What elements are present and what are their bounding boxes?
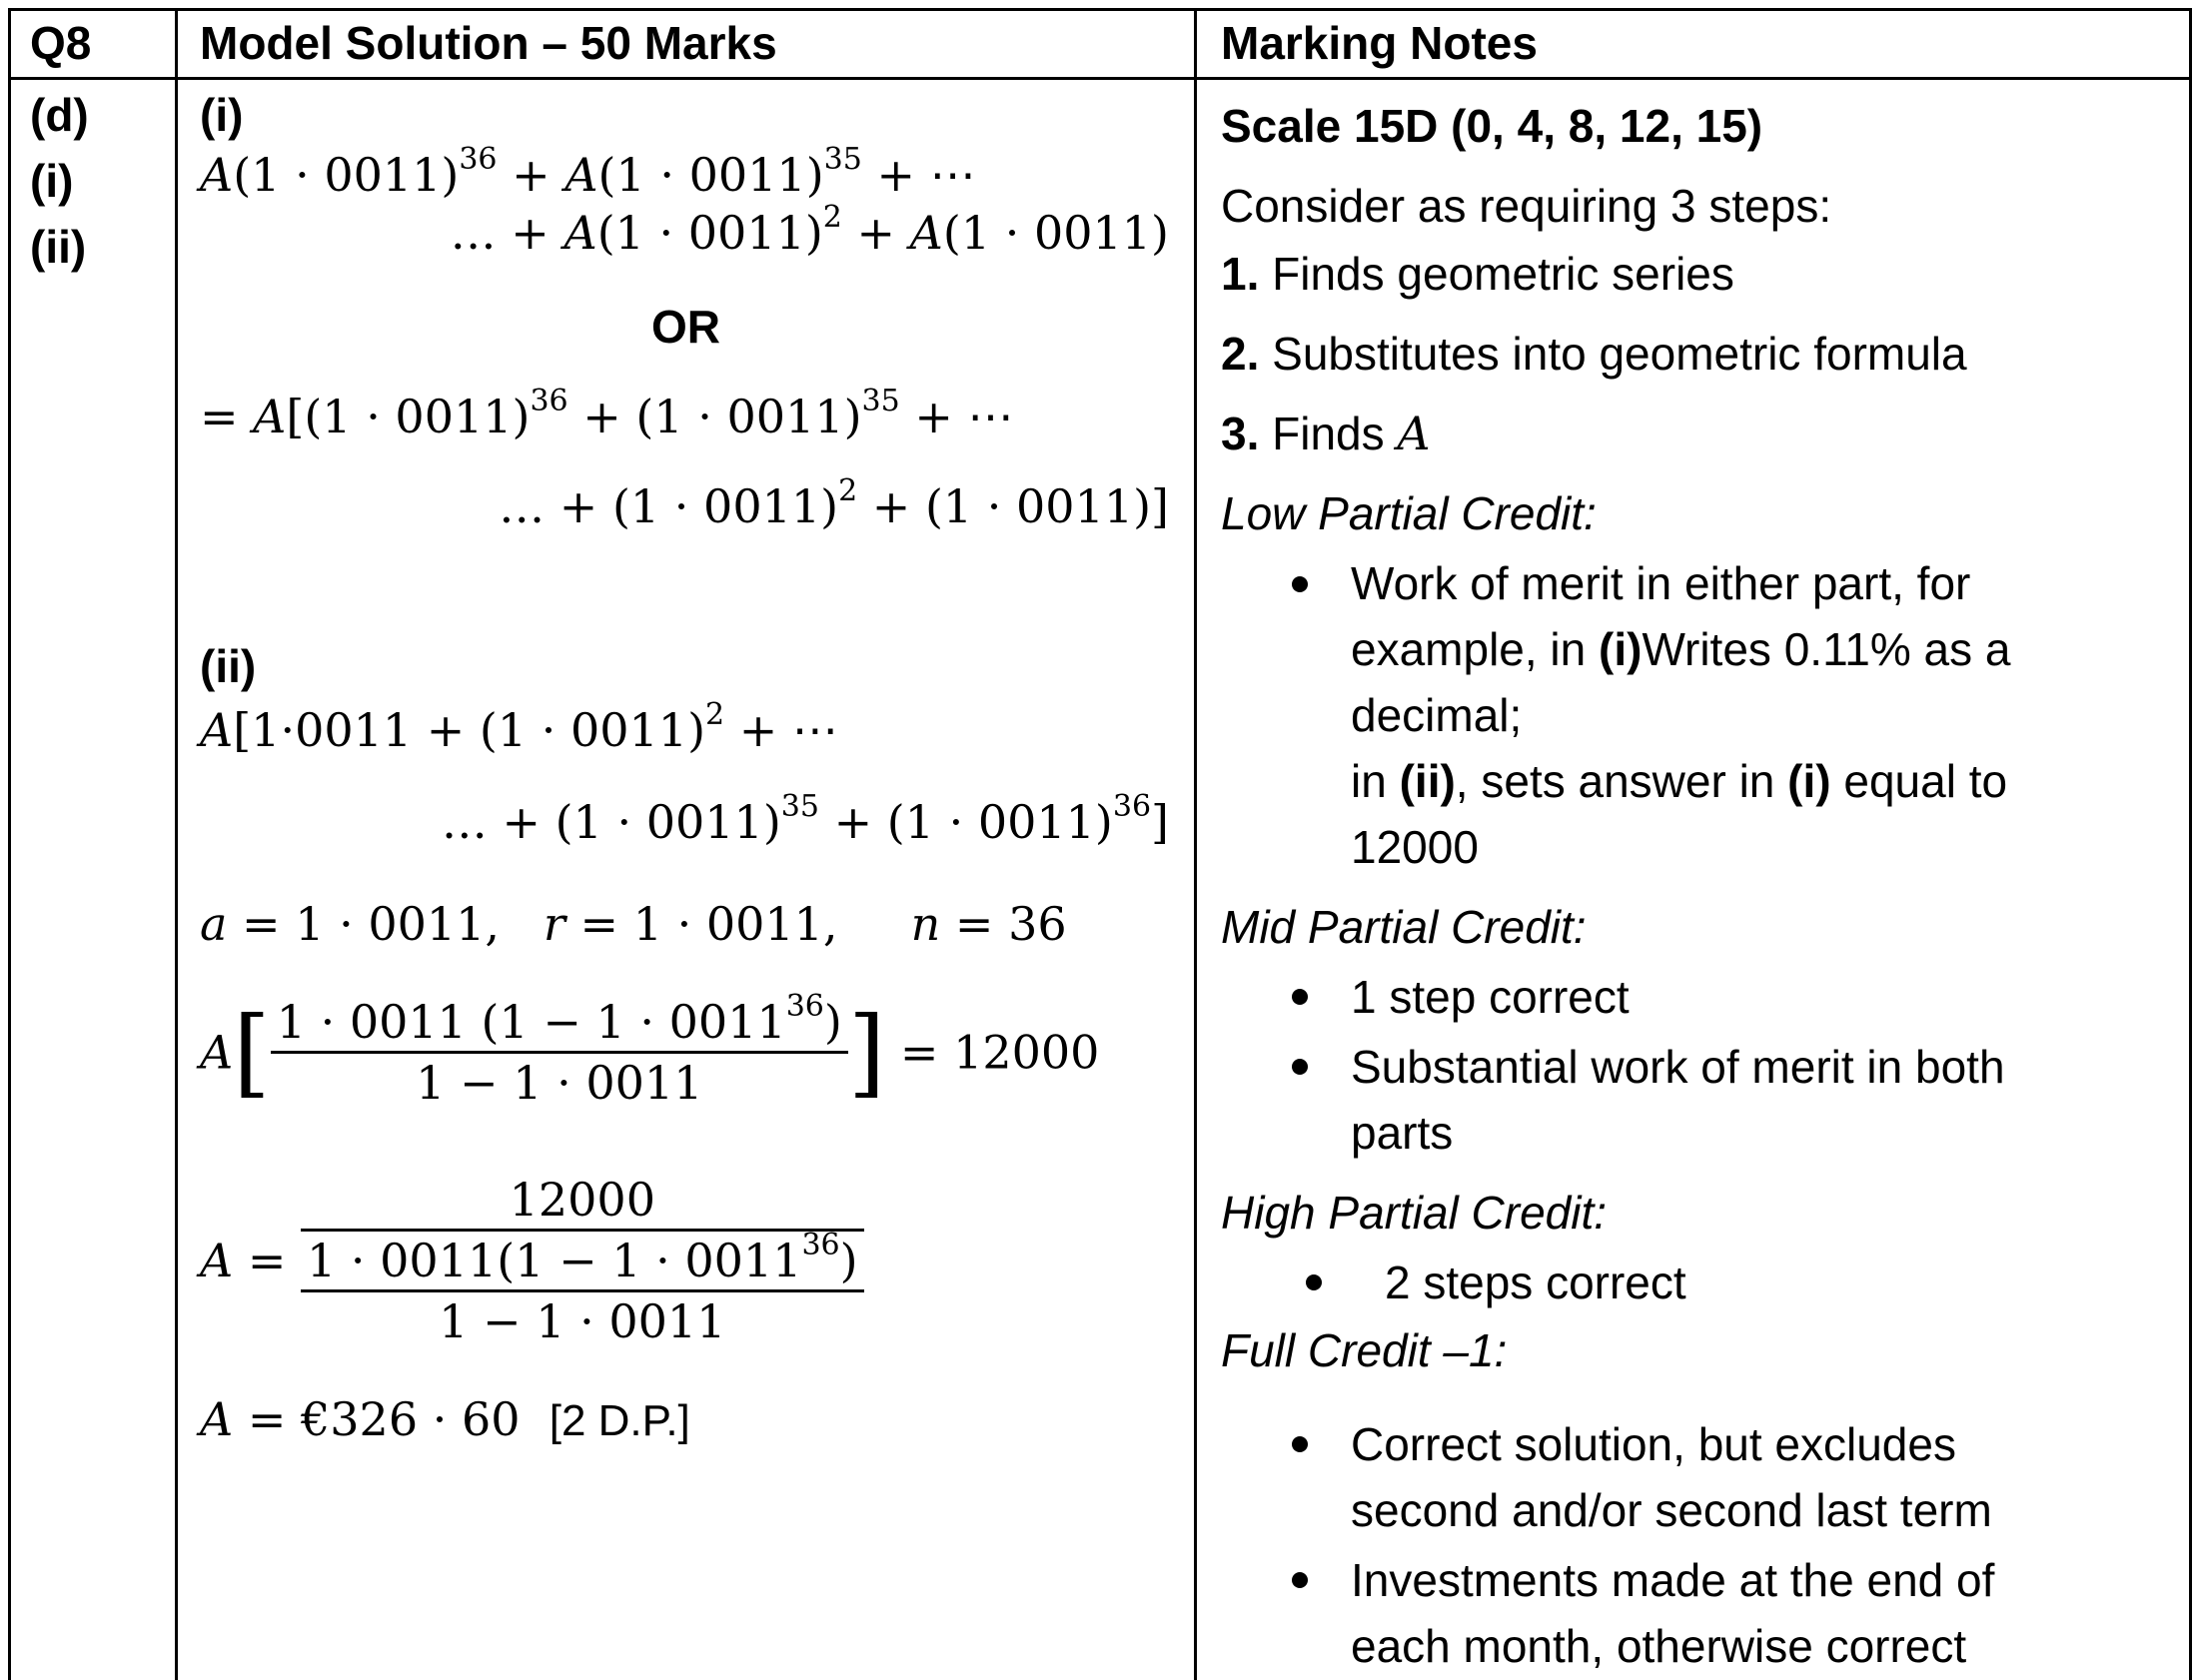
- step-1-number: 1.: [1221, 248, 1260, 300]
- gp-parameters: a = 1 · 0011, r = 1 · 0011, n = 36: [200, 897, 1067, 951]
- full-credit-title: Full Credit –1:: [1221, 1324, 1508, 1376]
- step-3-text: Finds: [1272, 408, 1398, 459]
- low-partial-line-2: example, in (i)Writes 0.11% as a: [1351, 623, 2011, 675]
- solution-part-ii-label: (ii): [200, 640, 257, 692]
- bullet-icon: [1292, 1436, 1308, 1452]
- mid-partial-line-2: Substantial work of merit in both: [1351, 1041, 2005, 1093]
- table-right-border: [2189, 8, 2192, 1680]
- full-credit-line-4: each month, otherwise correct: [1351, 1620, 1967, 1672]
- low-partial-line-3: decimal;: [1351, 689, 1523, 741]
- low-partial-line-4: in (ii), sets answer in (i) equal to: [1351, 755, 2008, 807]
- step-3-number: 3.: [1221, 408, 1260, 459]
- step-1: [1221, 248, 1734, 301]
- low-partial-line-5: 12000: [1351, 821, 1479, 873]
- gp-sum-equation: A[ $\frac{1 \cdot 0011 (1 - 1 \cdot 0011^{36})}{1 - 1 \cdot 0011}$ ] = 12000: [200, 989, 1100, 1110]
- step-2: [1221, 328, 1967, 381]
- answer-precision-note: [2 D.P.]: [549, 1396, 690, 1445]
- bullet-icon: [1306, 1274, 1322, 1290]
- label-part-i: (i): [30, 155, 74, 207]
- steps-intro: Consider as requiring 3 steps:: [1221, 180, 1832, 232]
- header-divider: [8, 77, 2192, 80]
- a-solve-equation: A = $\frac{12000}{\frac{1 \cdot 0011(1 - 1 \cdot 0011^{36})}{1 - 1 \cdot 0011}}$: [200, 1177, 864, 1344]
- label-part-ii: (ii): [30, 221, 87, 273]
- step-2-number: 2.: [1221, 328, 1260, 380]
- table-top-border: [8, 8, 2192, 11]
- label-part-d: (d): [30, 89, 89, 141]
- full-credit-line-2: second and/or second last term: [1351, 1484, 1992, 1536]
- mid-partial-line-3: parts: [1351, 1107, 1454, 1159]
- step-2-text: Substitutes into geometric formula: [1272, 328, 1967, 380]
- high-partial-line-1: 2 steps correct: [1385, 1257, 1686, 1308]
- bullet-icon: [1292, 1572, 1308, 1588]
- bullet-icon: [1292, 1059, 1308, 1075]
- scale-heading: Scale 15D (0, 4, 8, 12, 15): [1221, 100, 1763, 152]
- column-divider-1: [175, 8, 178, 1680]
- table-left-border: [8, 8, 11, 1680]
- final-answer: A = €326 · 60 [2 D.P.]: [200, 1392, 690, 1446]
- factored-line-1: = $A[(1 \cdot 0011)^{36} + (1 \cdot 0011)^{35}$ + ⋯: [200, 384, 1014, 443]
- low-partial-line-1: Work of merit in either part, for: [1351, 557, 1971, 609]
- step-3: [1221, 408, 1431, 460]
- low-partial-title: Low Partial Credit:: [1221, 487, 1597, 539]
- high-partial-title: High Partial Credit:: [1221, 1187, 1608, 1239]
- header-marking-notes: Marking Notes: [1221, 17, 1538, 69]
- or-label: OR: [651, 301, 720, 353]
- bullet-icon: [1292, 576, 1308, 592]
- mid-partial-title: Mid Partial Credit:: [1221, 901, 1587, 953]
- column-divider-2: [1194, 8, 1197, 1680]
- full-credit-line-1: Correct solution, but excludes: [1351, 1418, 1956, 1470]
- bullet-icon: [1292, 989, 1308, 1005]
- step-3-variable: A: [1397, 407, 1431, 460]
- series-line-1: $A(1 \cdot 0011)^{36} + A(1 \cdot 0011)^{35}$ + ⋯: [200, 142, 976, 202]
- header-question: Q8: [30, 17, 92, 69]
- sum-line-2: … + $(1 \cdot 0011)^{35} + (1 \cdot 0011)^{36}$]: [441, 789, 1169, 849]
- solution-part-i-label: (i): [200, 89, 244, 141]
- mid-partial-line-1: 1 step correct: [1351, 971, 1630, 1023]
- step-1-text: Finds geometric series: [1272, 248, 1734, 300]
- header-model-solution: Model Solution – 50 Marks: [200, 17, 777, 69]
- full-credit-line-3: Investments made at the end of: [1351, 1554, 1995, 1606]
- sum-line-1: $A[1\cdot 0011 + (1 \cdot 0011)^2$ + ⋯: [200, 697, 838, 757]
- factored-line-2: … + $(1 \cdot 0011)^2 + (1 \cdot 0011)$]: [499, 473, 1169, 533]
- series-line-2: … + $A(1 \cdot 0011)^2 + A(1 \cdot 0011)$: [450, 200, 1169, 260]
